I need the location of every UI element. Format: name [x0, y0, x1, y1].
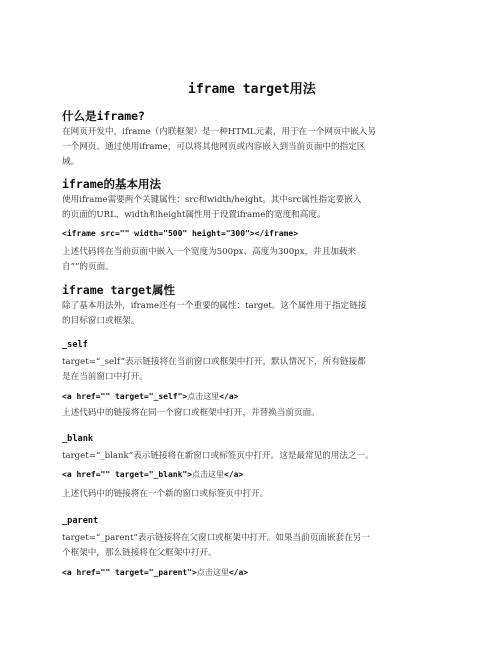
text-line: 上述代码中的链接将在同一个窗口或框架中打开，并替换当前页面。	[62, 408, 320, 418]
heading-parent: _parent	[62, 516, 99, 526]
code-link-text: 点击这里	[187, 392, 220, 401]
code-link-text: 点击这里	[192, 470, 225, 479]
text-line: 在网页开发中，iframe（内联框架）是一种HTML元素，用于在一个网页中嵌入另	[62, 127, 376, 137]
code-end-tag: </a>	[228, 568, 249, 577]
paragraph-basic-usage	[62, 193, 447, 223]
text-line: 上述代码中的链接将在一个新的窗口或标签页中打开。	[62, 489, 269, 499]
code-self-example	[62, 391, 239, 402]
text-line: 的页面的URL，width和height属性用于设置iframe的宽度和高度。	[62, 210, 326, 220]
text-line: 除了基本用法外，iframe还有一个重要的属性：target。这个属性用于指定链接	[62, 301, 367, 311]
paragraph-what-is-iframe	[62, 125, 447, 170]
heading-blank: _blank	[62, 434, 94, 444]
paragraph-self	[62, 355, 447, 385]
text-line: target=“_parent”表示链接将在父窗口或框架中打开。如果当前页面嵌套在另一	[62, 533, 370, 543]
code-link-text: 点击这里	[196, 568, 229, 577]
paragraph-basic-explanation	[62, 245, 447, 275]
code-end-tag: </a>	[219, 392, 239, 401]
heading-target-attribute: iframe target属性	[62, 283, 176, 297]
paragraph-blank-explanation	[62, 487, 447, 502]
text-line: 使用iframe需要两个关键属性：src和width/height。其中src属性指定要嵌入	[62, 195, 362, 205]
text-line: 自””的页面。	[62, 262, 114, 272]
heading-basic-usage: iframe的基本用法	[62, 177, 162, 191]
paragraph-blank	[62, 449, 447, 464]
text-line: 上述代码将在当前页面中嵌入一个宽度为500px、高度为300px，并且加载来	[62, 247, 357, 257]
code-tag: <a href="" target="_parent">	[62, 568, 197, 577]
text-line: target=“_blank”表示链接将在新窗口或标签页中打开。这是最常见的用法之一。	[62, 451, 374, 461]
document-title: iframe target用法	[188, 82, 316, 97]
code-parent-example	[62, 567, 248, 578]
text-line: 个框架中，那么链接将在父框架中打开。	[62, 548, 217, 558]
paragraph-target-attribute	[62, 299, 447, 329]
text-line: 域。	[62, 157, 80, 167]
code-iframe-example: <iframe src="" width="500" height="300"></iframe>	[62, 229, 299, 238]
code-tag: <a href="" target="_blank">	[62, 470, 193, 479]
text-line: 是在当前窗口中打开。	[62, 372, 148, 382]
heading-self: _self	[62, 340, 88, 350]
heading-what-is-iframe: 什么是iframe?	[62, 109, 145, 123]
paragraph-self-explanation	[62, 406, 447, 421]
text-line: target=“_self”表示链接将在当前窗口或框架中打开，默认情况下，所有链接都	[62, 357, 366, 367]
code-blank-example	[62, 469, 243, 480]
code-tag: <a href="" target="_self">	[62, 392, 188, 401]
text-line: 一个网页。通过使用iframe，可以将其他网页或内容嵌入到当前页面中的指定区	[62, 142, 366, 152]
code-end-tag: </a>	[224, 470, 244, 479]
paragraph-parent	[62, 531, 447, 561]
text-line: 的目标窗口或框架。	[62, 316, 140, 326]
